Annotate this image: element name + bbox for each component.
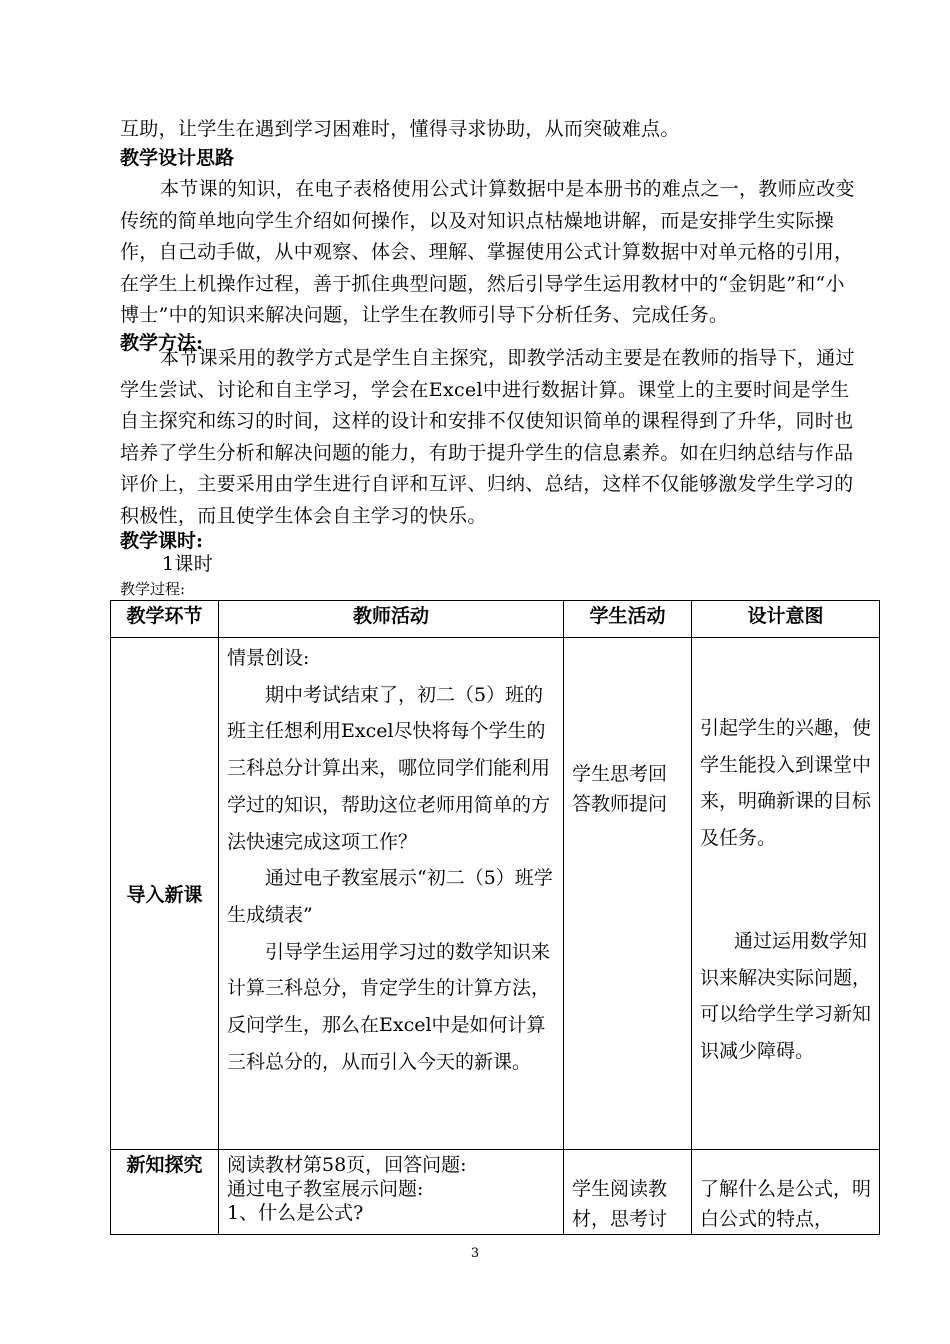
intro-line — [120, 114, 862, 146]
intent-text: 通过运用数学知识来解决实际问题，可以给学生学习新知识减少障碍。 — [700, 929, 872, 1062]
table-row — [111, 638, 880, 1150]
process-table — [110, 600, 880, 1235]
design-heading: 教学设计思路 — [120, 147, 235, 169]
intent-text: 引起学生的兴趣，使学生能投入到课堂中来，明确新课的目标及任务。 — [700, 717, 872, 850]
teacher-line: 通过电子教室展示“初二（5）班学生成绩表” — [227, 867, 553, 926]
teacher-line: 1、什么是公式? — [227, 1202, 364, 1224]
design-paragraph: 本节课的知识，在电子表格使用公式计算数据中是本册书的难点之一，教师应改变传统的简单地向学生介绍如何操作，以及对知识点枯燥地讲解，而是安排学生实际操作，自己动手做，从中观察、体会、理解、掌握使用公式计算数据中对单元格的引用，在学生上机操作过程，善于抓住典型问题，然后引导学生运用教材中的“金钥匙”和“小博士”中的知识来解决问题，让学生在教师引导下分析任务、完成任务。 — [120, 178, 855, 326]
table-header-row — [111, 601, 880, 638]
intent-cell — [692, 1150, 880, 1235]
intro-text: 互助，让学生在遇到学习困难时，懂得寻求协助，从而突破难点。 — [120, 118, 680, 140]
page-number: 3 — [470, 1246, 480, 1261]
intent-cell — [692, 638, 880, 1150]
teacher-cell — [219, 638, 564, 1150]
teacher-line: 通过电子教室展示问题: — [227, 1178, 424, 1200]
stage-cell: 新知探究 — [111, 1150, 219, 1235]
header-student: 学生活动 — [564, 601, 692, 638]
teacher-cell — [219, 1150, 564, 1235]
student-cell — [564, 638, 692, 1150]
header-intent: 设计意图 — [692, 601, 880, 638]
student-text: 学生阅读教材，思考讨 — [572, 1178, 668, 1230]
teacher-line: 期中考试结束了，初二（5）班的班主任想利用Excel尽快将每个学生的三科总分计算出来，哪位同学们能利用学过的知识，帮助这位老师用简单的方法快速完成这项工作？ — [227, 683, 551, 853]
teacher-line: 情景创设: — [227, 647, 310, 669]
hours-value: 1课时 — [162, 553, 213, 575]
table-row — [111, 1150, 880, 1235]
method-paragraph: 本节课采用的教学方式是学生自主探究，即教学活动主要是在教师的指导下，通过学生尝试、讨论和自主学习，学会在Excel中进行数据计算。课堂上的主要时间是学生自主探究和练习的时间，这样的设计和安排不仅使知识简单的课程得到了升华，同时也培养了学生分析和解决问题的能力，有助于提升学生的信息素养。如在归纳总结与作品评价上，主要采用由学生进行自评和互评、归纳、总结，这样不仅能够激发学生学习的积极性，而且使学生体会自主学习的快乐。 — [120, 347, 855, 527]
hours-heading: 教学课时: — [120, 530, 204, 552]
teacher-line: 阅读教材第58页，回答问题: — [227, 1154, 467, 1176]
teacher-line: 引导学生运用学习过的数学知识来计算三科总分，肯定学生的计算方法，反问学生，那么在Excel中是如何计算三科总分的，从而引入今天的新课。 — [227, 940, 551, 1073]
method-heading: 教学方法: — [120, 332, 204, 354]
intent-text: 了解什么是公式，明白公式的特点， — [700, 1178, 872, 1230]
header-teacher: 教师活动 — [219, 601, 564, 638]
header-stage: 教学环节 — [111, 601, 219, 638]
student-text: 学生思考回答教师提问 — [572, 763, 668, 815]
stage-cell: 导入新课 — [111, 638, 219, 1150]
process-label: 教学过程: — [120, 580, 186, 598]
student-cell — [564, 1150, 692, 1235]
